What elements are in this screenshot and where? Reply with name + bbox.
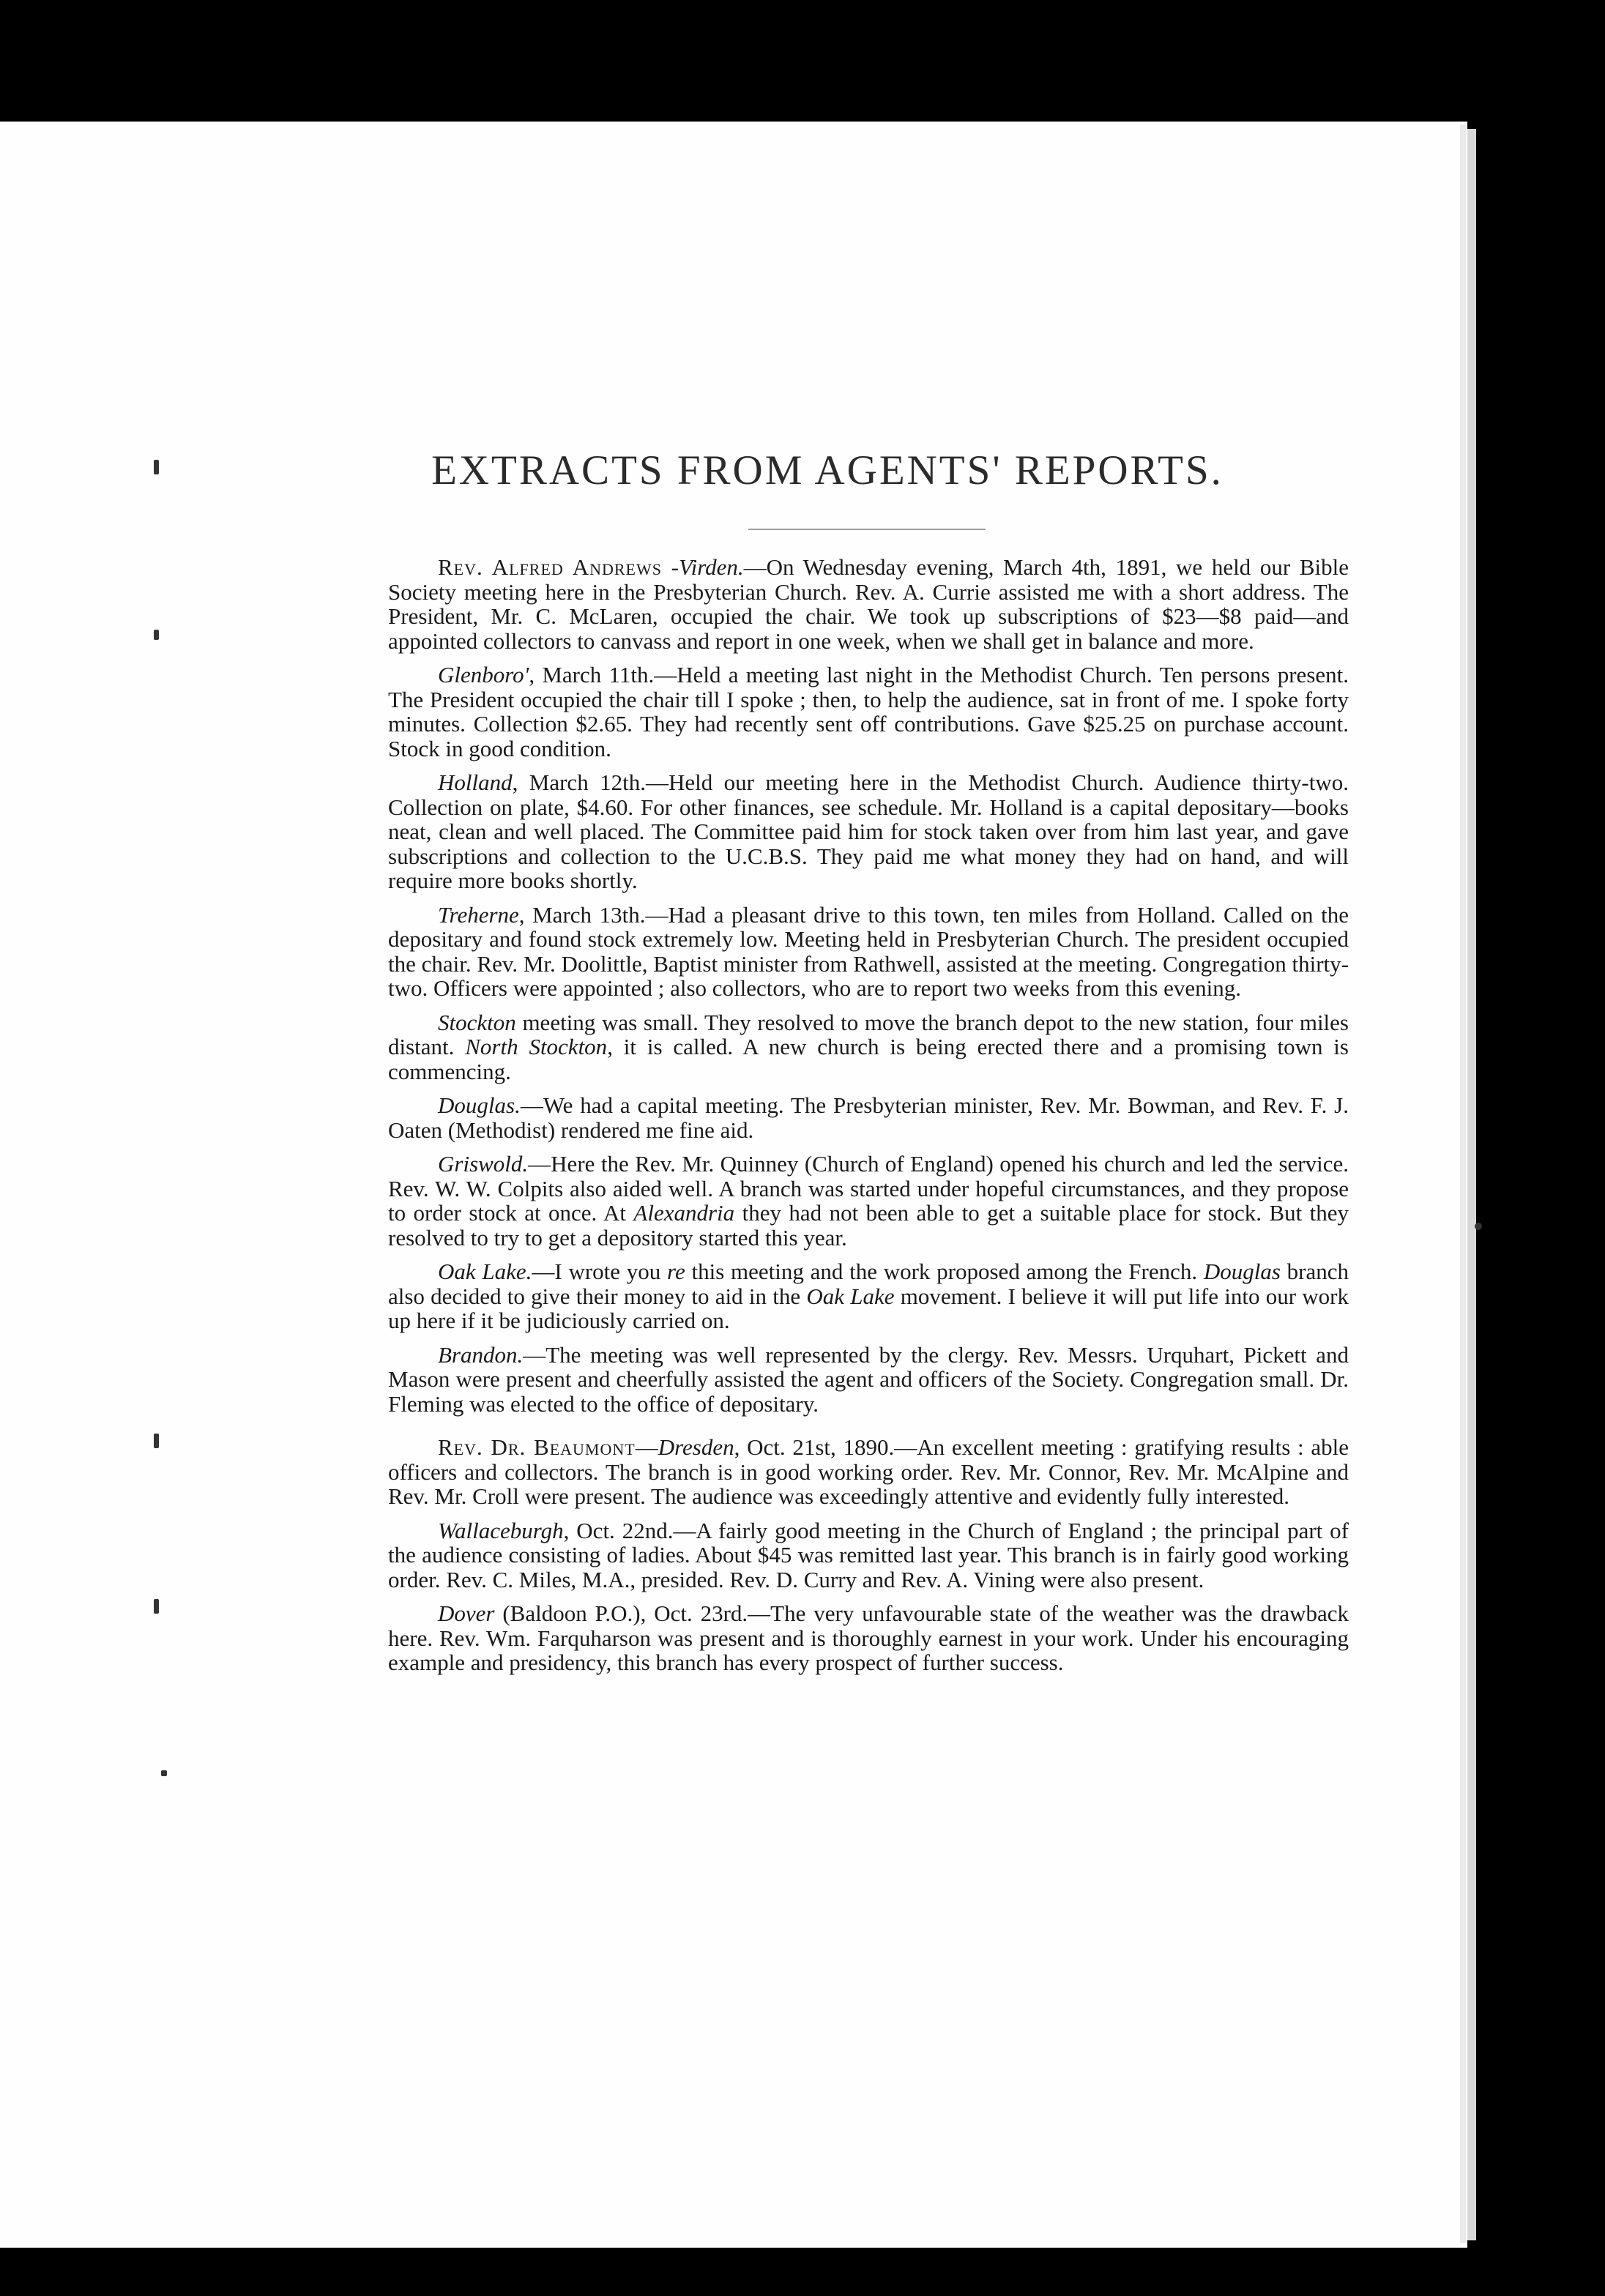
- place-name: Douglas.: [438, 1092, 521, 1118]
- report-text: —I wrote you: [532, 1259, 668, 1284]
- agent-name: Rev. Alfred Andrews: [438, 554, 662, 580]
- place-name: Douglas: [1203, 1259, 1281, 1284]
- report-paragraph-dover: [388, 1601, 1349, 1675]
- separator: —: [635, 1434, 658, 1460]
- report-text: , Oct. 21st, 1890.—An excellent meeting : gratifying results : able officers and collectors. The branch is in good working order. Rev. Mr. Connor, Rev. Mr. McAlpine and Rev. Mr. Croll were present. The audience was exceedingly attentive and evidently fully interested.: [388, 1434, 1349, 1509]
- report-text: meeting was small. They resolved to move the branch depot to the new station, four miles distant.: [388, 1009, 1349, 1059]
- page-title: EXTRACTS FROM AGENTS' REPORTS.: [431, 447, 1224, 493]
- report-text: —On Wednesday evening, March 4th, 1891, we held our Bible Society meeting here in the Presbyterian Church. Rev. A. Currie assisted me with a short address. The President, Mr. C. McLaren, occupied the chair. We took up subscriptions of $23—$8 paid—and appointed collectors to canvass and report in one week, when we shall get in balance and more.: [388, 554, 1349, 654]
- report-body: [388, 555, 1349, 1685]
- report-paragraph-wallaceburgh: [388, 1518, 1349, 1592]
- edge-mark: [1475, 1223, 1482, 1230]
- title-rule: [748, 529, 986, 530]
- agent-name: Rev. Dr. Beaumont: [438, 1434, 636, 1460]
- report-text: (Baldoon P.O.), Oct. 23rd.—The very unfavourable state of the weather was the drawback here. Rev. Wm. Farquharson was present and is thoroughly earnest in your work. Under his encouraging example and presidency, this branch has every prospect of further success.: [388, 1600, 1349, 1675]
- report-text: —Here the Rev. Mr. Quinney (Church of England) opened his church and led the service. Rev. W. W. Colpits also aided well. A branch was started under hopeful circumstances, and they propose to order stock at once. At: [388, 1151, 1349, 1226]
- place-name: Holland: [438, 769, 513, 795]
- place-name: Brandon.: [438, 1341, 524, 1368]
- margin-mark: [154, 630, 159, 640]
- report-text: , March 11th.—Held a meeting last night in the Methodist Church. Ten persons present. The President occupied the chair till I spoke ; then, to help the audience, sat in front of me. I spoke forty minutes. Collection $2.65. They had recently sent off contributions. Gave $25.25 on purchase account. Stock in good condition.: [388, 662, 1349, 761]
- place-name: Griswold.: [438, 1151, 529, 1177]
- report-text: —We had a capital meeting. The Presbyterian minister, Rev. Mr. Bowman, and Rev. F. J. Oaten (Methodist) rendered me fine aid.: [388, 1092, 1349, 1143]
- place-name: Alexandria: [633, 1200, 735, 1226]
- report-text: —The meeting was well represented by the clergy. Rev. Messrs. Urquhart, Pickett and Mason were present and cheerfully assisted the agent and officers of the Society. Congregation small. Dr. Fleming was elected to the office of depositary.: [388, 1341, 1349, 1417]
- place-name: Oak Lake: [806, 1283, 895, 1309]
- report-text: , March 13th.—Had a pleasant drive to this town, ten miles from Holland. Called on the depositary and found stock extremely low. Meeting held in Presbyterian Church. The president occupied the chair. Rev. Mr. Doolittle, Baptist minister from Rathwell, assisted at the meeting. Congregation thirty-two. Officers were appointed ; also collectors, who are to report two weeks from this evening.: [388, 901, 1349, 1001]
- report-text: , it is called. A new church is being erected there and a promising town is commencing.: [388, 1034, 1349, 1084]
- place-name: Stockton: [438, 1009, 516, 1035]
- report-text: , March 12th.—Held our meeting here in the Methodist Church. Audience thirty-two. Collection on plate, $4.60. For other finances, see schedule. Mr. Holland is a capital depositary—books neat, clean and well placed. The Committee paid him for stock taken over from him last year, and gave subscriptions and collection to the U.C.B.S. They paid me what money they had on hand, and will require more books shortly.: [388, 769, 1349, 893]
- separator: -: [662, 554, 679, 580]
- report-paragraph-dresden: [388, 1435, 1349, 1509]
- place-name: Virden.: [679, 554, 744, 580]
- report-paragraph-holland: [388, 770, 1349, 893]
- page-edge-inner: [1460, 124, 1466, 2243]
- report-paragraph-oak-lake: [388, 1259, 1349, 1333]
- report-paragraph-douglas: [388, 1093, 1349, 1142]
- margin-mark: [154, 1599, 159, 1614]
- report-paragraph-griswold: [388, 1152, 1349, 1250]
- place-name: Treherne: [438, 901, 519, 928]
- place-name: Wallaceburgh: [438, 1517, 564, 1543]
- report-paragraph-brandon: [388, 1343, 1349, 1417]
- report-paragraph-glenboro: [388, 663, 1349, 761]
- page-edge-outer: [1467, 129, 1476, 2240]
- place-name: Oak Lake.: [438, 1259, 532, 1284]
- margin-mark: [161, 1770, 167, 1776]
- place-name: Dresden: [658, 1434, 734, 1460]
- margin-mark: [154, 460, 159, 474]
- report-text: they had not been able to get a suitable place for stock. But they resolved to try to get a depository started this year.: [388, 1200, 1349, 1250]
- report-text: movement. I believe it will put life into our work up here if it be judiciously carried on.: [388, 1283, 1349, 1333]
- place-name: Dover: [438, 1600, 495, 1626]
- latin-term: re: [667, 1259, 685, 1284]
- report-text: branch also decided to give their money to aid in the: [388, 1259, 1349, 1309]
- report-text: this meeting and the work proposed among the French.: [685, 1259, 1204, 1284]
- report-paragraph-virden: [388, 555, 1349, 653]
- place-name: Glenboro': [438, 662, 529, 687]
- margin-mark: [154, 1434, 159, 1448]
- report-paragraph-stockton: [388, 1010, 1349, 1084]
- report-text: , Oct. 22nd.—A fairly good meeting in the Church of England ; the principal part of the audience consisting of ladies. About $45 was remitted last year. This branch is in fairly good working order. Rev. C. Miles, M.A., presided. Rev. D. Curry and Rev. A. Vining were also present.: [388, 1517, 1349, 1592]
- report-paragraph-treherne: [388, 903, 1349, 1001]
- place-name: North Stockton: [465, 1034, 608, 1059]
